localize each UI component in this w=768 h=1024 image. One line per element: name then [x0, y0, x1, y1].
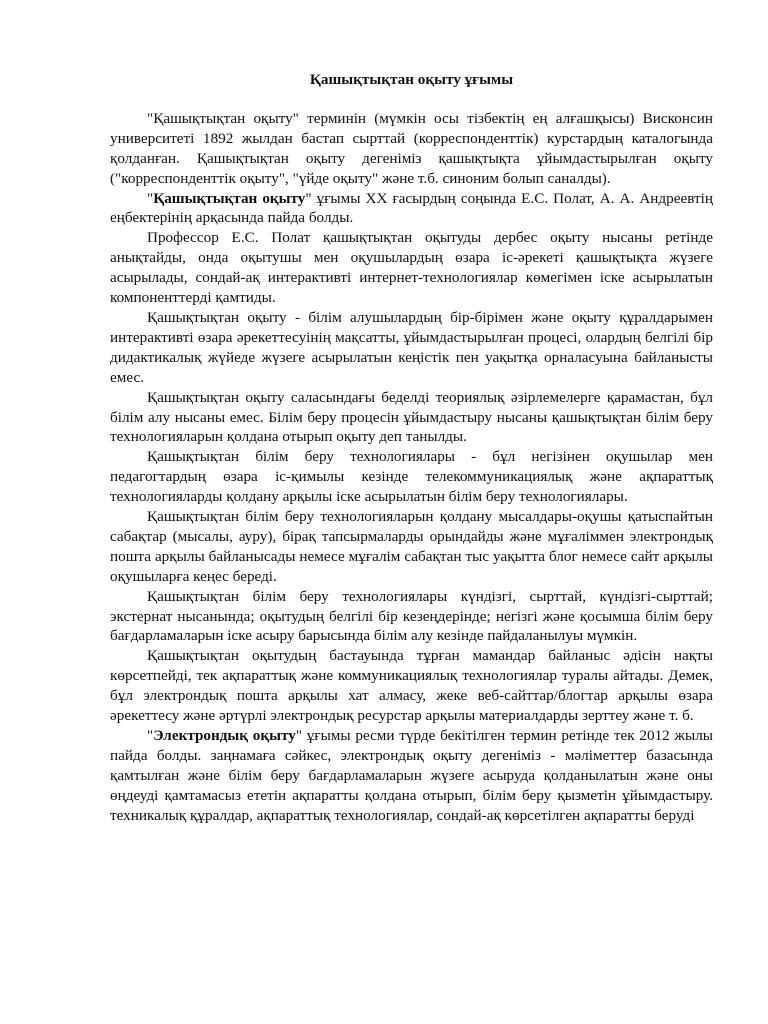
paragraph-8: Қашықтықтан білім беру технологиялары күндізгі, сырттай, күндізгі-сырттай; экстернат нысанында; оқытудың белгілі бір кезеңдерінде; негізгі және қосымша білім беру бағдарламаларын іске асыру барысында білім алу кезінде пайдаланылуы мүмкін. [110, 587, 713, 645]
paragraph-1: "Қашықтықтан оқыту" терминін (мүмкін осы тізбектің ең алғашқысы) Висконсин университеті 1892 жылдан бастап сырттай (корреспонденттік) курстардың каталогында қолданған. Қашықтықтан оқыту дегеніміз қашықтықта ұйымдастырылған оқыту ("корреспонденттік оқыту", "үйде оқыту" және т.б. синоним болып саналды). [110, 109, 713, 187]
paragraph-10-bold-term: Электрондық оқыту [153, 727, 296, 744]
document-page [110, 70, 713, 826]
paragraph-2-pre: " [147, 189, 154, 207]
paragraph-6: Қашықтықтан білім беру технологиялары - бұл негізінен оқушылар мен педагогтардың өзара іс-қимылы кезінде телекоммуникациялық және ақпараттық технологияларды қолдану арқылы іске асырылатын білім беру технологиялары. [110, 448, 713, 506]
document-title: Қашықтықтан оқыту ұғымы [309, 71, 514, 88]
paragraph-10-post: " ұғымы ресми түрде бекітілген термин ретінде тек 2012 жылы пайда болды. заңнамаға сәйкес, электрондық оқыту дегеніміз - мәліметтер базасында қамтылған және білім беру бағдарламаларын жүзеге асыруда қолданылатын және оны өңдеуді қамтамасыз ететін ақпаратты қолдана отырып, білім беру қызметін ұйымдастыру. техникалық құралдар, ақпараттық технологиялар, сондай-ақ көрсетілген ақпаратты беруді [110, 727, 713, 824]
paragraph-7: Қашықтықтан білім беру технологияларын қолдану мысалдары-оқушы қатыспайтын сабақтар (мысалы, ауру), бірақ тапсырмаларды орындайды және мұғаліммен электрондық пошта арқылы байланысады немесе мұғалім сабақтан тыс уақытта блог немесе сайт арқылы оқушыларға кеңес береді. [110, 508, 713, 585]
paragraph-9: Қашықтықтан оқытудың бастауында тұрған мамандар байланыс әдісін нақты көрсетпейді, тек ақпараттық және коммуникациялық технологиялар туралы айтады. Демек, бұл электрондық пошта арқылы хат алмасу, жеке веб-сайттар/блогтар арқылы өзара әрекеттесу және әртүрлі электрондық ресурстар арқылы материалдарды зерттеу және т. б. [110, 647, 713, 725]
paragraph-4: Қашықтықтан оқыту - білім алушылардың бір-бірімен және оқыту құралдарымен интерактивті өзара әрекеттесуінің мақсатты, ұйымдастырылған процесі, олардың белгілі бір дидактикалық жүйеде жүзеге асырылатын кеңістік пен уақытқа орналасуына байланысты емес. [110, 308, 713, 386]
paragraph-2-bold-term: Қашықтықтан оқыту [153, 189, 306, 207]
paragraph-2-post: " ұғымы XX ғасырдың соңында Е.С. Полат, А. А. Андреевтің еңбектерінің арқасында пайда болды. [110, 189, 713, 227]
paragraph-10-pre: " [147, 727, 154, 744]
paragraph-3: Профессор Е.С. Полат қашықтықтан оқытуды дербес оқыту нысаны ретінде анықтайды, онда оқытушы мен оқушылардың өзара іс-әрекеті қашықтықта жүзеге асырылады, сондай-ақ интерактивті интернет-технологиялар көмегімен іске асырылатын компоненттерді қамтиды. [110, 229, 713, 307]
paragraph-5: Қашықтықтан оқыту саласындағы беделді теориялық әзірлемелерге қарамастан, бұл білім алу нысаны емес. Білім беру процесін ұйымдастыру нысаны қашықтықтан білім беру технологияларын қолдана отырып оқыту деп танылды. [110, 388, 713, 446]
paragraph-2 [110, 189, 713, 229]
paragraph-10 [110, 726, 713, 826]
